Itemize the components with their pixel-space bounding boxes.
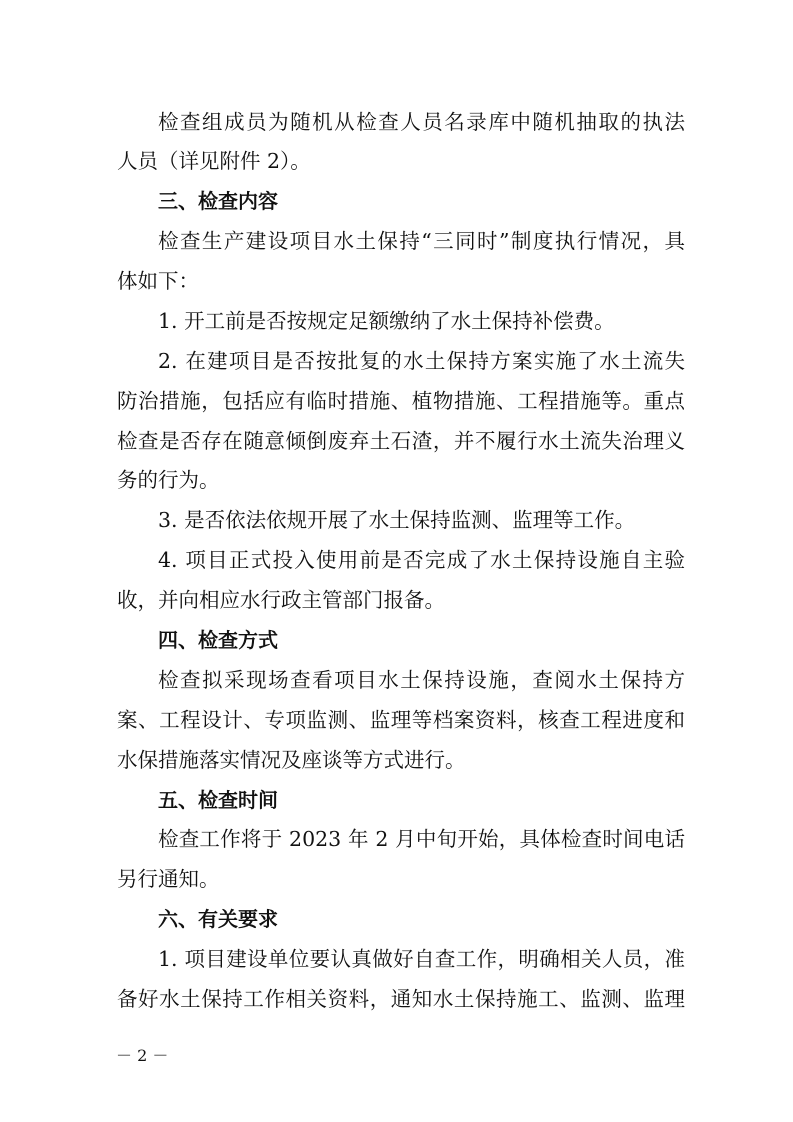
paragraph-line: 备好水土保持工作相关资料，通知水土保持施工、监测、监理 (117, 987, 685, 1011)
list-item: 1. 项目建设单位要认真做好自查工作，明确相关人员，准 (158, 947, 685, 971)
section-heading: 五、检查时间 (158, 788, 278, 812)
paragraph-line: 检查工作将于 2023 年 2 月中旬开始，具体检查时间电话 (158, 827, 685, 851)
section-heading: 三、检查内容 (158, 189, 278, 213)
section-heading: 四、检查方式 (158, 628, 278, 652)
paragraph-line: 务的行为。 (117, 468, 220, 492)
paragraph-line: 检查拟采现场查看项目水土保持设施，查阅水土保持方 (158, 668, 685, 692)
page-number: － 2 － (116, 1046, 169, 1065)
list-item: 4. 项目正式投入使用前是否完成了水土保持设施自主验 (158, 548, 685, 572)
paragraph-line: 检查生产建设项目水土保持“三同时”制度执行情况，具 (158, 229, 685, 253)
paragraph-line: 案、工程设计、专项监测、监理等档案资料，核查工程进度和 (117, 708, 685, 732)
list-item: 2. 在建项目是否按批复的水土保持方案实施了水土流失 (158, 349, 685, 373)
paragraph-line: 收，并向相应水行政主管部门报备。 (117, 588, 445, 612)
paragraph-line: 人员（详见附件 2）。 (117, 149, 311, 173)
list-item: 1. 开工前是否按规定足额缴纳了水土保持补偿费。 (158, 309, 615, 333)
paragraph-line: 检查组成员为随机从检查人员名录库中随机抽取的执法 (158, 110, 685, 134)
section-heading: 六、有关要求 (158, 907, 278, 931)
list-item: 3. 是否依法依规开展了水土保持监测、监理等工作。 (158, 508, 636, 532)
paragraph-line: 水保措施落实情况及座谈等方式进行。 (117, 748, 466, 772)
paragraph-line: 另行通知。 (117, 867, 220, 891)
paragraph-line: 防治措施，包括应有临时措施、植物措施、工程措施等。重点 (117, 389, 685, 413)
paragraph-line: 检查是否存在随意倾倒废弃土石渣，并不履行水土流失治理义 (117, 429, 685, 453)
paragraph-line: 体如下： (117, 269, 199, 293)
